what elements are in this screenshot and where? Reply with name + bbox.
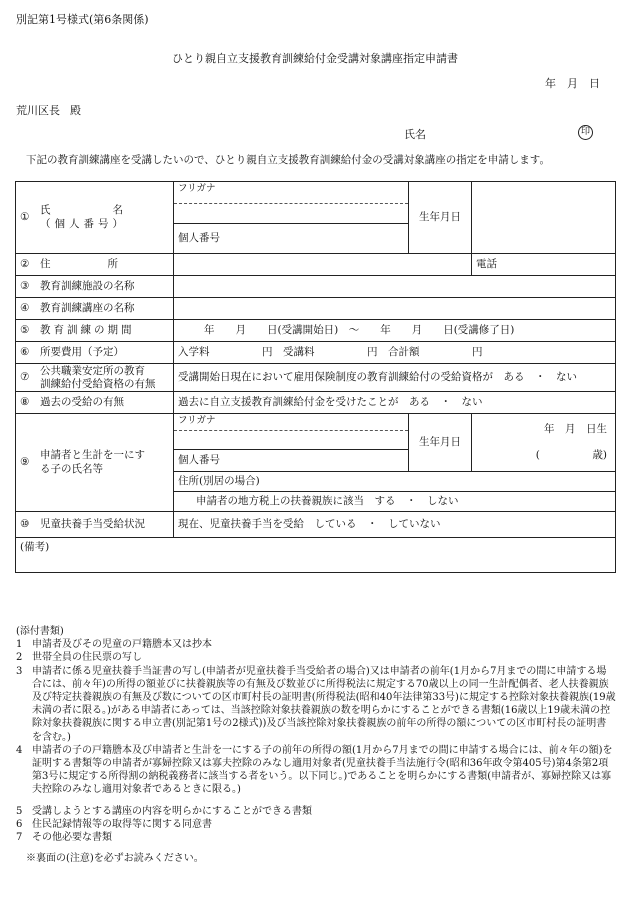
row10-allowance-field[interactable] <box>174 512 616 538</box>
row9-dob-field[interactable] <box>472 414 616 472</box>
row9-address-field[interactable] <box>174 472 616 492</box>
row5-label-text: 教育訓練の期間 <box>40 323 135 336</box>
row8-num: ⑧ <box>20 395 30 408</box>
row9-mynumber-field[interactable] <box>174 450 409 472</box>
attachment-item-1 <box>16 638 616 651</box>
row1-dob-field[interactable] <box>472 182 616 254</box>
row4-course-field[interactable] <box>174 298 616 320</box>
row5-label <box>16 320 174 342</box>
attachment-text: 住民記録情報等の取得等に関する同意書 <box>32 818 212 830</box>
row10-num: ⑩ <box>20 517 30 530</box>
row9-label <box>16 414 174 512</box>
attachment-item-7 <box>16 831 616 844</box>
row4-label <box>16 298 174 320</box>
row2-num: ② <box>20 257 30 270</box>
row-address <box>16 254 616 276</box>
row5-period-text: 年 月 日(受講開始日) ～ 年 月 日(受講修了日) <box>204 323 515 336</box>
attachment-num: 5 <box>16 805 23 817</box>
row9-label-line1: 申請者と生計を一にす <box>40 449 145 462</box>
row1-dob-label: 生年月日 <box>409 182 472 254</box>
row3-num: ③ <box>20 279 30 292</box>
row3-label-text: 教育訓練施設の名称 <box>40 279 135 292</box>
row1-mynumber-field[interactable] <box>174 224 409 254</box>
attachment-text: その他必要な書類 <box>32 832 112 844</box>
row-facility <box>16 276 616 298</box>
row3-facility-field[interactable] <box>174 276 616 298</box>
seal-icon: 印 <box>578 125 593 140</box>
row-past-receipt <box>16 392 616 414</box>
row1-label <box>16 182 174 254</box>
row-eligibility <box>16 364 616 392</box>
row1-label-line2: （個人番号） <box>40 217 127 230</box>
row2-phone-field[interactable] <box>472 254 616 276</box>
row3-label <box>16 276 174 298</box>
row-name <box>16 182 616 204</box>
row6-cost-field[interactable] <box>174 342 616 364</box>
row5-num: ⑤ <box>20 323 30 336</box>
row-child <box>16 414 616 431</box>
attachment-text: 世帯全員の住民票の写し <box>32 652 142 664</box>
attachment-text: 受講しようとする講座の内容を明らかにすることができる書類 <box>32 805 312 817</box>
row-course <box>16 298 616 320</box>
row9-mynumber-label: 個人番号 <box>178 453 220 466</box>
row1-furigana-field[interactable] <box>174 182 409 204</box>
row10-label-text: 児童扶養手当受給状況 <box>40 517 145 530</box>
row8-past-text: 過去に自立支援教育訓練給付金を受けたことが ある ・ ない <box>178 395 483 408</box>
addressee-suffix: 殿 <box>70 104 81 117</box>
row7-num: ⑦ <box>20 371 30 383</box>
row2-phone-label: 電話 <box>476 257 497 270</box>
row6-label <box>16 342 174 364</box>
row-remarks <box>16 538 616 573</box>
row6-cost-text: 入学料 円 受講料 円 合計額 円 <box>178 345 483 358</box>
attachment-item-6 <box>16 818 616 831</box>
row2-label <box>16 254 174 276</box>
date-line[interactable]: 年 月 日 <box>545 77 600 90</box>
intro-text: 下記の教育訓練講座を受講したいので、ひとり親自立支援教育訓練給付金の受講対象講座の指定を申請します。 <box>26 154 550 166</box>
attachment-item-5 <box>16 805 616 818</box>
addressee <box>16 104 81 118</box>
row-period <box>16 320 616 342</box>
addressee-name: 荒川区長 <box>16 104 60 117</box>
row9-age: ( 歳) <box>535 448 607 461</box>
row8-label <box>16 392 174 414</box>
row9-furigana-field[interactable] <box>174 414 409 431</box>
row7-label-line1: 公共職業安定所の教育 <box>40 364 145 377</box>
row9-address-label: 住所(別居の場合) <box>178 474 260 487</box>
row1-name-field[interactable] <box>174 204 409 224</box>
row10-allowance-text: 現在、児童扶養手当を受給 している ・ していない <box>178 517 441 530</box>
attachments-heading: (添付書類) <box>16 626 64 637</box>
row4-num: ④ <box>20 301 30 314</box>
row8-label-text: 過去の受給の有無 <box>40 395 124 408</box>
attachment-item-3 <box>16 665 616 744</box>
attachment-text: 申請者及びその児童の戸籍謄本又は抄本 <box>32 639 212 651</box>
row7-eligibility-text: 受講開始日現在において雇用保険制度の教育訓練給付の受給資格が ある ・ ない <box>178 370 577 383</box>
row4-label-text: 教育訓練講座の名称 <box>40 301 135 314</box>
row9-tax-text: 申請者の地方税上の扶養親族に該当 する ・ しない <box>196 494 459 507</box>
attachment-item-4 <box>16 744 616 797</box>
attachment-num: 6 <box>16 818 23 830</box>
attachment-text: 申請者の子の戸籍謄本及び申請者と生計を一にする子の前年の所得の額(1月から7月までの間に申請する場合には、前々年の額)を証明する書類等の申請者が寡婦控除又は寡夫控除のみなし適用対象者(児童扶養手当法施行令(昭和36年政令第405号)第4条第2項第3号に規定する所得割の納税義務者に該当する者をいう。以下同じ。)であることを明らかにする書類(申請者が、寡婦控除又は寡夫控除のみなし適用対象者であるときに限る。) <box>32 744 613 796</box>
attachment-text: 申請者に係る児童扶養手当証書の写し(申請者が児童扶養手当受給者の場合)又は申請者の前年(1月から7月までの間に申請する場合には、前々年)の所得の額並びに扶養親族等の有無及び数並びに所得税法に規定する70歳以上の同一生計配偶者、老人扶養親族及び特定扶養親族の有無及び数についての区市町村長の証明書(所得税法(昭和40年法律第33号)に規定する控除対象扶養親族(19歳未満の者に限る。)がある申請者にあっては、当該控除対象扶養親族の数を明らかにすることができる書類(16歳以上19歳未満の控除対象扶養親族に関する申立書(別記第1号の2様式))及び当該控除対象扶養親族の前年の所得の額についての区市町村長の証明書を含む。) <box>32 665 616 743</box>
row9-dob-label: 生年月日 <box>409 414 472 472</box>
row9-label-line2: る子の氏名等 <box>40 462 103 475</box>
attachment-num: 7 <box>16 832 23 844</box>
row9-name-field[interactable] <box>174 431 409 450</box>
attachments-section <box>16 625 616 865</box>
applicant-name-label: 氏名 <box>404 128 426 141</box>
row-cost <box>16 342 616 364</box>
row2-label-text: 住 所 <box>40 257 121 270</box>
row1-num: ① <box>20 210 30 223</box>
attachment-num: 1 <box>16 639 23 651</box>
row-child-allowance <box>16 512 616 538</box>
remarks-field[interactable] <box>16 538 616 573</box>
row1-mynumber-label: 個人番号 <box>178 231 220 244</box>
attachment-num: 4 <box>16 744 23 756</box>
footer-note: ※裏面の(注意)を必ずお読みください。 <box>26 853 204 865</box>
attachment-num: 3 <box>16 665 23 677</box>
row10-label <box>16 512 174 538</box>
row6-label-text: 所要費用（予定） <box>40 345 124 358</box>
form-id: 別記第1号様式(第6条関係) <box>16 13 149 26</box>
row9-num: ⑨ <box>20 455 30 468</box>
row5-period-field[interactable] <box>174 320 616 342</box>
row8-past-field[interactable] <box>174 392 616 414</box>
page-title: ひとり親自立支援教育訓練給付金受講対象講座指定申請書 <box>172 52 458 65</box>
remarks-label: (備考) <box>20 541 50 553</box>
row7-label <box>16 364 174 392</box>
row9-tax-field[interactable] <box>174 492 616 512</box>
row6-num: ⑥ <box>20 345 30 358</box>
row7-eligibility-field[interactable] <box>174 364 616 392</box>
row1-furigana-label: フリガナ <box>178 183 216 194</box>
application-table <box>15 181 616 573</box>
attachment-num: 2 <box>16 652 23 664</box>
row1-label-line1: 氏 名 <box>40 204 127 217</box>
attachment-item-2 <box>16 651 616 664</box>
row9-furigana-label: フリガナ <box>178 415 216 426</box>
row7-label-line2: 訓練給付受給資格の有無 <box>40 377 156 390</box>
row9-dob-value: 年 月 日生 <box>544 423 607 436</box>
row2-address-field[interactable] <box>174 254 472 276</box>
